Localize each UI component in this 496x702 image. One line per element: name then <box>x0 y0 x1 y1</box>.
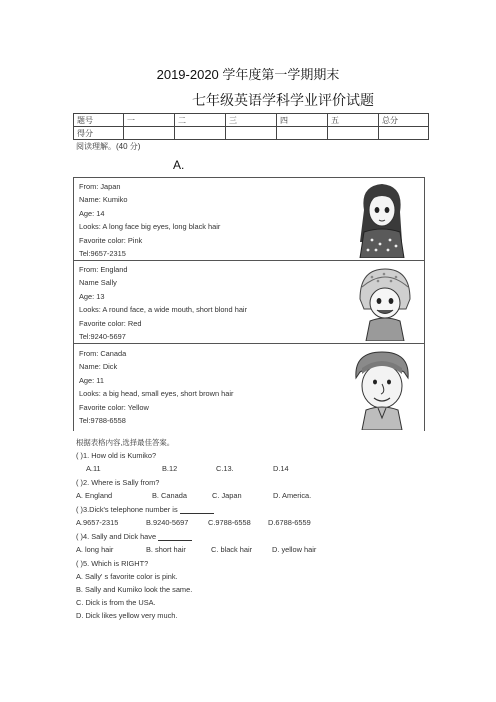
answer-blank[interactable] <box>158 533 192 541</box>
answer-option[interactable]: A.9657-2315 <box>76 518 119 527</box>
score-cell[interactable] <box>124 127 175 140</box>
table-cell: 题号 <box>74 114 124 127</box>
table-cell: 得分 <box>74 127 124 140</box>
answer-option[interactable]: C.13. <box>216 464 234 473</box>
card-line: Name: Dick <box>79 362 118 372</box>
girl-long-hair-icon <box>346 180 416 258</box>
question-stem: ( )5. Which is RIGHT? <box>76 559 149 568</box>
section-label: A. <box>173 158 185 172</box>
table-cell: 五 <box>328 114 379 127</box>
answer-option[interactable]: B. short hair <box>146 545 186 554</box>
questions-intro: 根据表格内容,选择最佳答案。 <box>76 438 175 447</box>
card-line: Favorite color: Yellow <box>79 402 149 412</box>
answer-option[interactable]: A. Sally' s favorite color is pink. <box>76 572 178 581</box>
score-cell[interactable] <box>379 127 429 140</box>
answer-option[interactable]: B.9240-5697 <box>146 518 189 527</box>
answer-option[interactable]: C. Japan <box>212 491 242 500</box>
card-line: From: Japan <box>79 182 121 191</box>
card-line: From: England <box>79 265 128 274</box>
table-cell: 四 <box>277 114 328 127</box>
girl-short-hair-icon <box>354 265 416 341</box>
boy-short-hair-icon <box>348 348 416 430</box>
profile-card-sally <box>73 260 425 343</box>
reading-instruction: 阅读理解。(40 分) <box>76 142 141 151</box>
question-stem: ( )2. Where is Sally from? <box>76 478 160 487</box>
card-line: Age: 13 <box>79 291 105 301</box>
answer-option[interactable]: C. Dick is from the USA. <box>76 598 156 607</box>
answer-option[interactable]: B. Canada <box>152 491 187 500</box>
answer-option[interactable]: A.11 <box>86 464 101 473</box>
score-table-header-row <box>74 114 429 127</box>
answer-option[interactable]: C. black hair <box>211 545 253 554</box>
card-line: Favorite color: Red <box>79 318 142 328</box>
profile-card-kumiko <box>73 177 425 260</box>
score-cell[interactable] <box>277 127 328 140</box>
answer-option[interactable]: D.14 <box>273 464 289 473</box>
question-stem: ( )1. How old is Kumiko? <box>76 451 157 460</box>
question-stem: ( )3.Dick's telephone number is <box>76 505 178 514</box>
card-line: Age: 14 <box>79 208 105 218</box>
card-line: Favorite color: Pink <box>79 235 143 245</box>
card-line: Age: 11 <box>79 375 104 385</box>
table-cell: 三 <box>226 114 277 127</box>
answer-option[interactable]: A. long hair <box>76 545 114 554</box>
score-cell[interactable] <box>175 127 226 140</box>
answer-option[interactable]: B. Sally and Kumiko look the same. <box>76 585 193 594</box>
card-line: From: Canada <box>79 349 127 358</box>
card-line: Tel:9788-6558 <box>79 416 126 426</box>
card-line: Tel:9240-5697 <box>79 332 126 342</box>
card-line: Tel:9657-2315 <box>79 249 126 259</box>
card-line: Looks: A long face big eyes, long black hair <box>79 222 221 232</box>
answer-option[interactable]: D.6788-6559 <box>268 518 311 527</box>
answer-option[interactable]: D. yellow hair <box>272 545 317 554</box>
card-line: Looks: a big head, small eyes, short brown hair <box>79 389 234 399</box>
answer-option[interactable]: C.9788-6558 <box>208 518 251 527</box>
score-table-score-row <box>74 127 429 140</box>
score-cell[interactable] <box>328 127 379 140</box>
score-table <box>73 113 429 140</box>
exam-subtitle: 七年级英语学科学业评价试题 <box>192 92 374 108</box>
card-line: Name Sally <box>79 278 117 288</box>
question-stem-row <box>76 505 214 514</box>
question-stem-row <box>76 532 192 541</box>
table-cell: 二 <box>175 114 226 127</box>
card-line: Looks: A round face, a wide mouth, short blond hair <box>79 305 248 315</box>
answer-option[interactable]: D. Dick likes yellow very much. <box>76 611 178 620</box>
answer-blank[interactable] <box>180 506 214 514</box>
profile-card-dick <box>73 343 425 431</box>
answer-option[interactable]: A. England <box>76 491 113 500</box>
answer-option[interactable]: D. America. <box>273 491 312 500</box>
card-line: Name: Kumiko <box>79 195 128 205</box>
answer-option[interactable]: B.12 <box>162 464 178 473</box>
score-cell[interactable] <box>226 127 277 140</box>
table-cell: 总分 <box>379 114 429 127</box>
question-stem: ( )4. Sally and Dick have <box>76 532 157 541</box>
table-cell: 一 <box>124 114 175 127</box>
exam-title: 2019-2020 学年度第一学期期末 <box>156 67 340 82</box>
